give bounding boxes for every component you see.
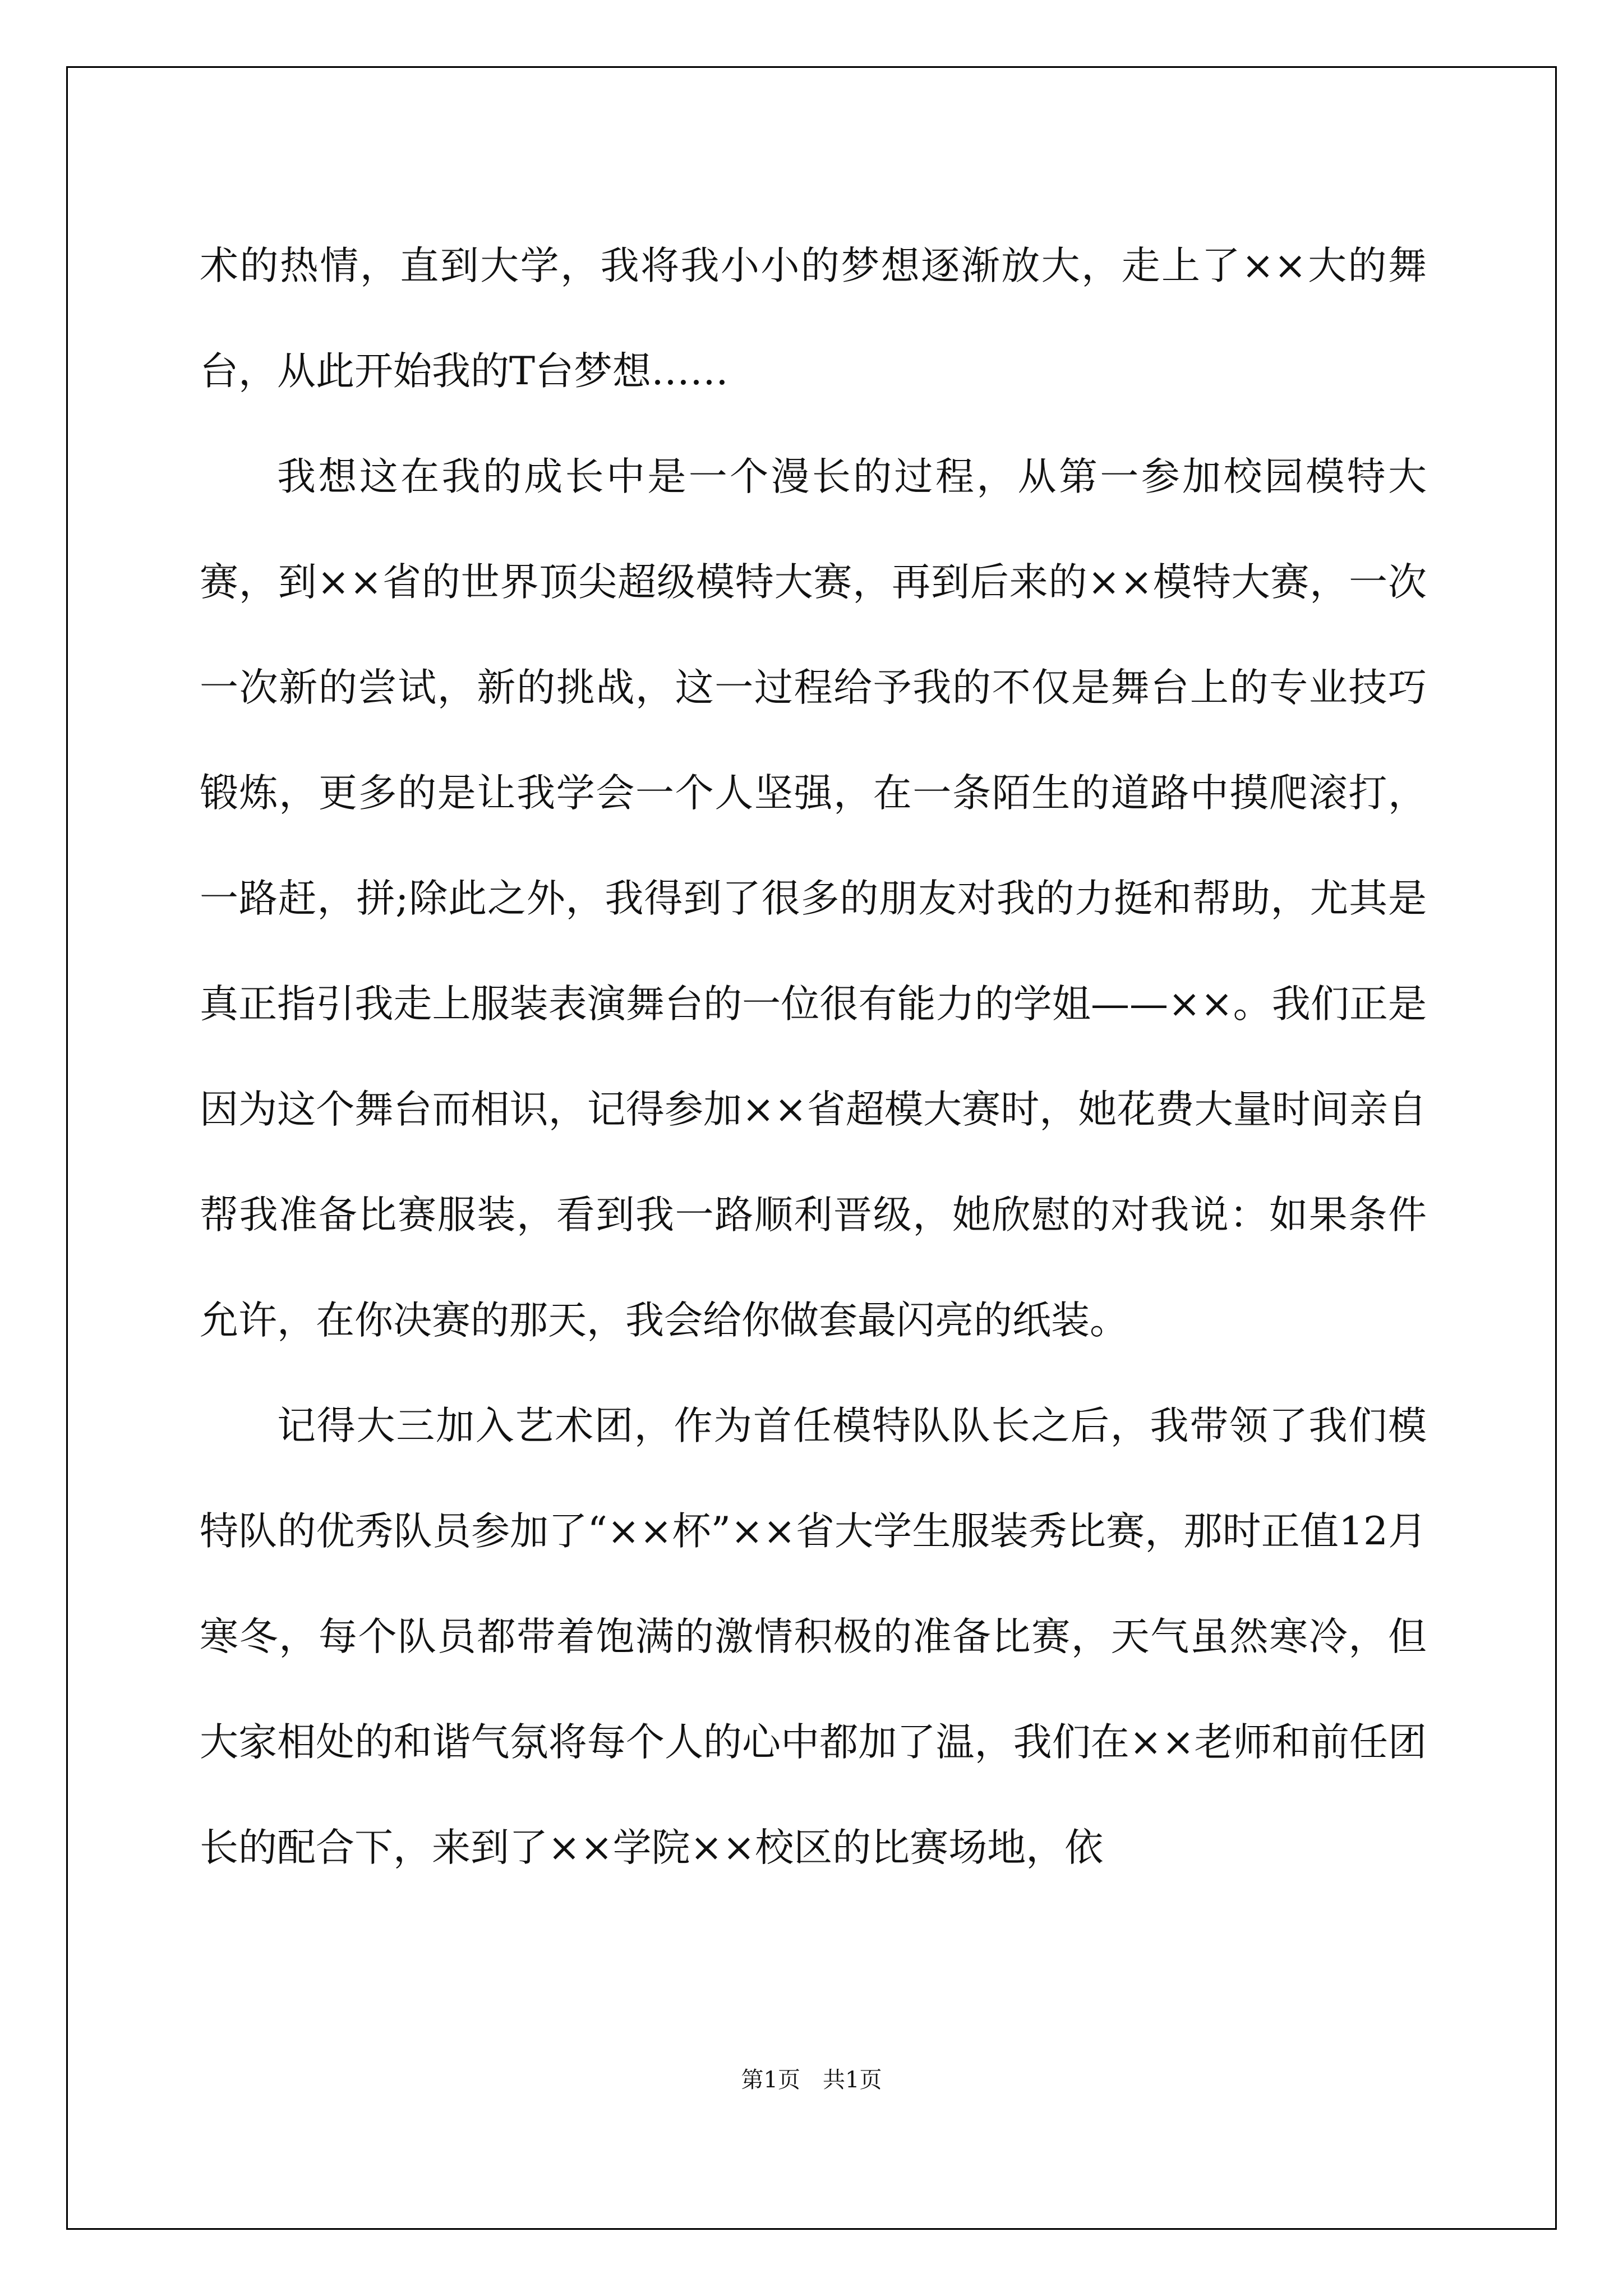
paragraph-1: 术的热情，直到大学，我将我小小的梦想逐渐放大，走上了××大的舞台，从此开始我的T台梦想…… [200,243,1427,394]
paragraph-3: 记得大三加入艺术团，作为首任模特队队长之后，我带领了我们模特队的优秀队员参加了“××杯”××省大学生服装秀比赛，那时正值12月寒冬，每个队员都带着饱满的激情积极的准备比赛，天气虽然寒冷，但大家相处的和谐气氛将每个人的心中都加了温，我们在××老师和前任团长的配合下，来到了××学院××校区的比赛场地，依 [200,1404,1427,1870]
page-footer: 第1页 共1页 [741,2067,882,2093]
paragraph-2: 我想这在我的成长中是一个漫长的过程，从第一参加校园模特大赛，到××省的世界顶尖超级模特大赛，再到后来的××模特大赛，一次一次新的尝试，新的挑战，这一过程给予我的不仅是舞台上的专业技巧锻炼，更多的是让我学会一个人坚强，在一条陌生的道路中摸爬滚打，一路赶，拼;除此之外，我得到了很多的朋友对我的力挺和帮助，尤其是真正指引我走上服装表演舞台的一位很有能力的学姐——××。我们正是因为这个舞台而相识，记得参加××省超模大赛时，她花费大量时间亲自帮我准备比赛服装，看到我一路顺利晋级，她欣慰的对我说：如果条件允许，在你决赛的那天，我会给你做套最闪亮的纸装。 [200,454,1427,1343]
document-body [200,213,1427,1901]
